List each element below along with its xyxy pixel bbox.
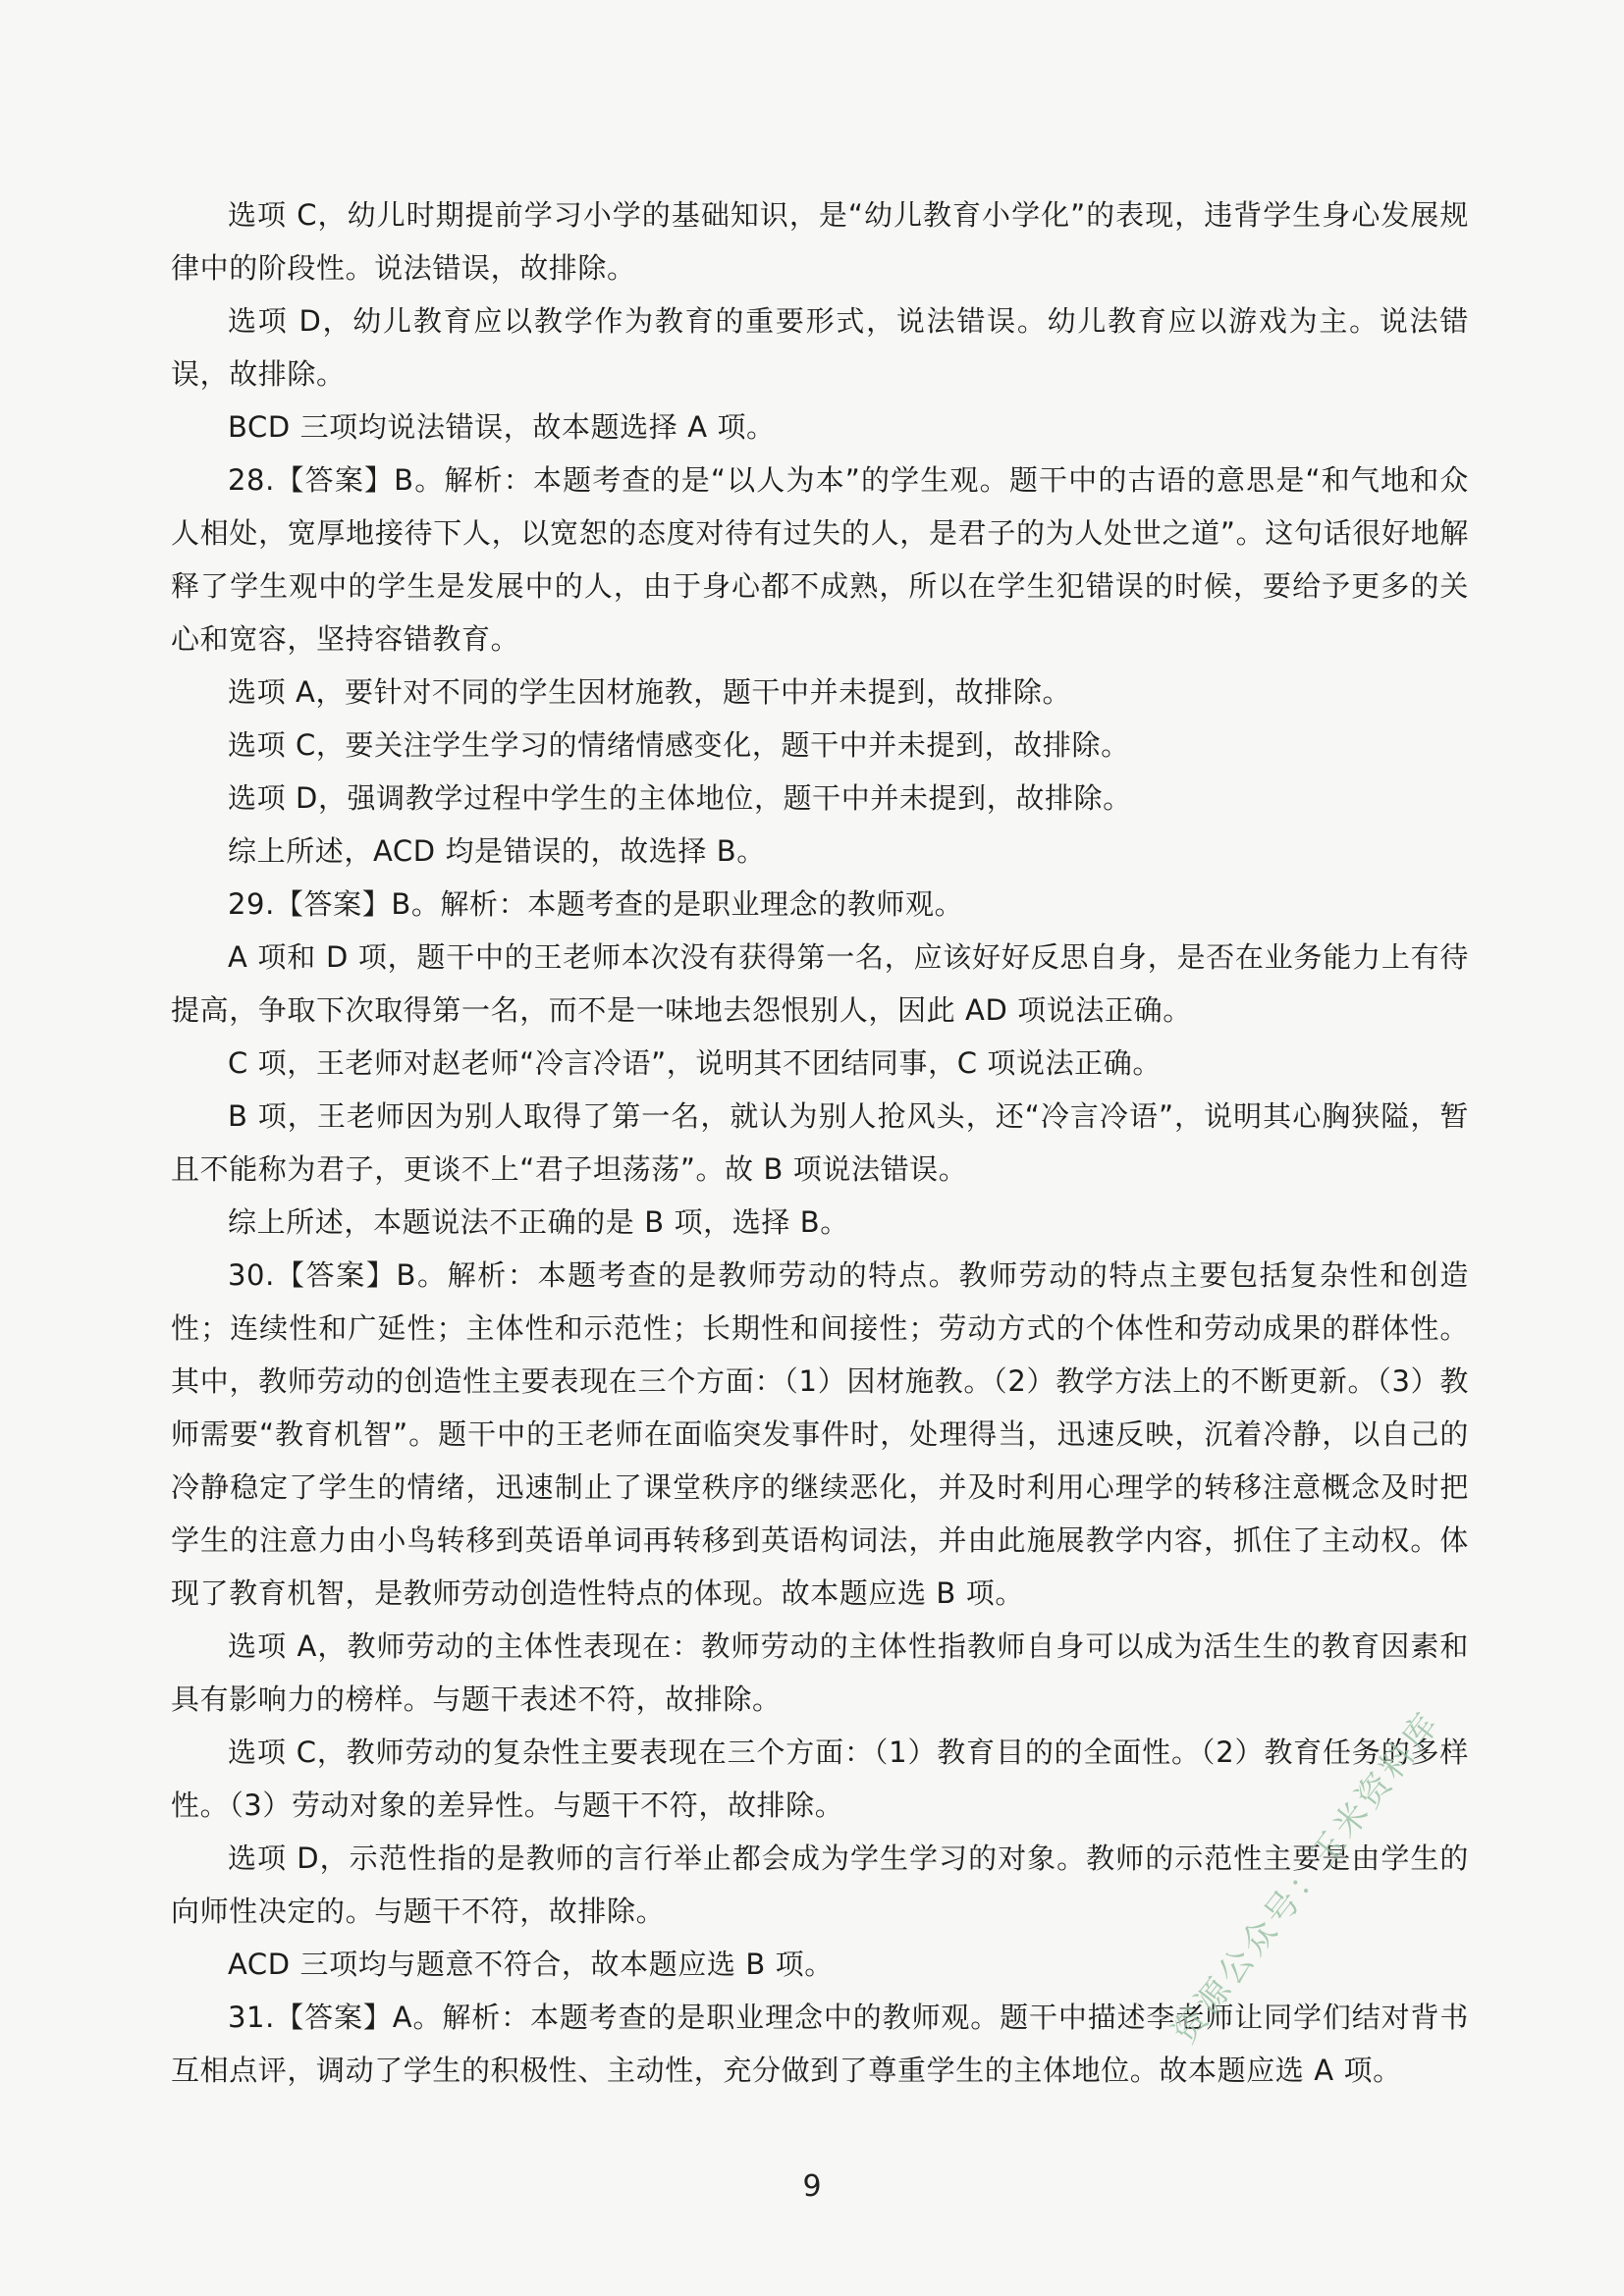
paragraph: 28.【答案】B。解析：本题考查的是“以人为本”的学生观。题干中的古语的意思是“和气地和众人相处，宽厚地接待下人，以宽恕的态度对待有过失的人，是君子的为人处世之道”。这句话很好地解释了学生观中的学生是发展中的人，由于身心都不成熟，所以在学生犯错误的时候，要给予更多的关心和宽容，坚持容错教育。 <box>171 463 1469 656</box>
paragraph: ACD 三项均与题意不符合，故本题应选 B 项。 <box>228 1948 834 1981</box>
paragraph: C 项，王老师对赵老师“冷言冷语”，说明其不团结同事，C 项说法正确。 <box>228 1046 1162 1080</box>
watermark-text: 资源公众号：玉米资料库 <box>1164 1703 1449 2052</box>
paragraph: 选项 C，幼儿时期提前学习小学的基础知识，是“幼儿教育小学化”的表现，违背学生身心发展规律中的阶段性。说法错误，故排除。 <box>171 198 1469 285</box>
paragraph: 选项 D，幼儿教育应以教学作为教育的重要形式，说法错误。幼儿教育应以游戏为主。说法错误，故排除。 <box>171 304 1469 391</box>
paragraph: 选项 D，强调教学过程中学生的主体地位，题干中并未提到，故排除。 <box>228 781 1132 815</box>
paragraph: 选项 C，要关注学生学习的情绪情感变化，题干中并未提到，故排除。 <box>228 728 1130 762</box>
paragraph: 30.【答案】B。解析：本题考查的是教师劳动的特点。教师劳动的特点主要包括复杂性和创造性；连续性和广延性；主体性和示范性；长期性和间接性；劳动方式的个体性和劳动成果的群体性。其中，教师劳动的创造性主要表现在三个方面：（1）因材施教。（2）教学方法上的不断更新。（3）教师需要“教育机智”。题干中的王老师在面临突发事件时，处理得当，迅速反映，沉着冷静，以自己的冷静稳定了学生的情绪，迅速制止了课堂秩序的继续恶化，并及时利用心理学的转移注意概念及时把学生的注意力由小鸟转移到英语单词再转移到英语构词法，并由此施展教学内容，抓住了主动权。体现了教育机智，是教师劳动创造性特点的体现。故本题应选 B 项。 <box>171 1258 1469 1610</box>
paragraph: 选项 D，示范性指的是教师的言行举止都会成为学生学习的对象。教师的示范性主要是由学生的向师性决定的。与题干不符，故排除。 <box>171 1842 1469 1928</box>
paragraph: B 项，王老师因为别人取得了第一名，就认为别人抢风头，还“冷言冷语”，说明其心胸狭隘，暂且不能称为君子，更谈不上“君子坦荡荡”。故 B 项说法错误。 <box>171 1099 1469 1186</box>
paragraph: 选项 A，要针对不同的学生因材施教，题干中并未提到，故排除。 <box>228 675 1072 709</box>
paragraph: 选项 A，教师劳动的主体性表现在：教师劳动的主体性指教师自身可以成为活生生的教育因素和具有影响力的榜样。与题干表述不符，故排除。 <box>171 1629 1469 1716</box>
paragraph: BCD 三项均说法错误，故本题选择 A 项。 <box>228 410 776 444</box>
paragraph: A 项和 D 项，题干中的王老师本次没有获得第一名，应该好好反思自身，是否在业务能力上有待提高，争取下次取得第一名，而不是一味地去怨恨别人，因此 AD 项说法正确。 <box>171 940 1469 1027</box>
paragraph: 29.【答案】B。解析：本题考查的是职业理念的教师观。 <box>228 887 964 921</box>
answer-explanations <box>171 188 1469 2097</box>
paragraph: 综上所述，本题说法不正确的是 B 项，选择 B。 <box>228 1205 849 1239</box>
page-number: 9 <box>802 2169 822 2204</box>
paragraph: 综上所述，ACD 均是错误的，故选择 B。 <box>228 834 766 868</box>
paragraph: 选项 C，教师劳动的复杂性主要表现在三个方面：（1）教育目的的全面性。（2）教育任务的多样性。（3）劳动对象的差异性。与题干不符，故排除。 <box>171 1735 1469 1822</box>
paragraph: 31.【答案】A。解析：本题考查的是职业理念中的教师观。题干中描述李老师让同学们结对背书互相点评，调动了学生的积极性、主动性，充分做到了尊重学生的主体地位。故本题应选 A 项。 <box>171 2001 1469 2087</box>
